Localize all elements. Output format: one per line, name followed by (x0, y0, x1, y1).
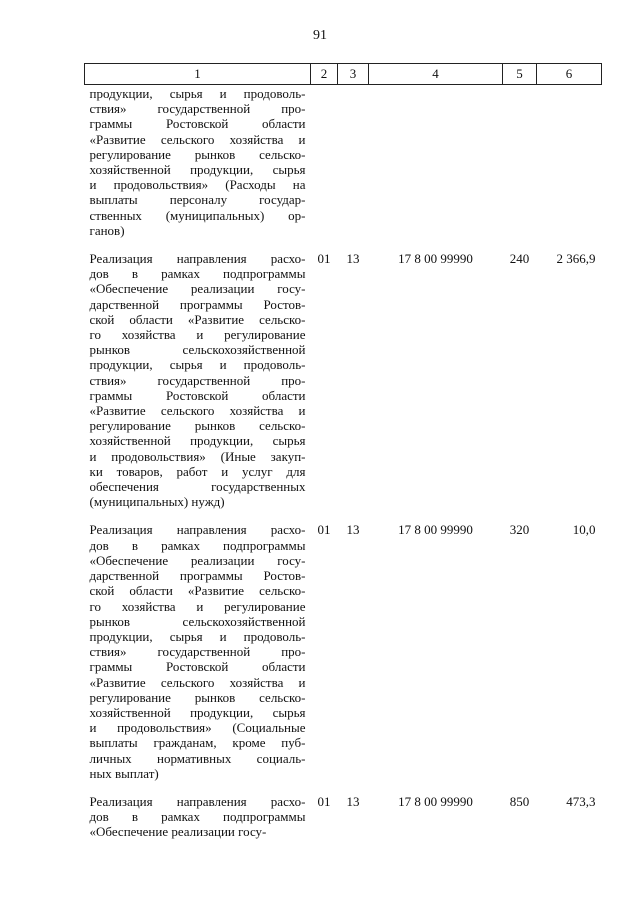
description-line: ской области «Развитие сельско- (89, 583, 306, 599)
description-line: дарственной программы Ростов- (89, 296, 306, 312)
expense-type-code (503, 85, 537, 246)
description-line: дов в рамках подпрограммы (89, 809, 306, 825)
column-header-type: 5 (503, 64, 537, 85)
expense-description (85, 516, 311, 787)
section-code: 01 (317, 251, 331, 267)
subsection-code (338, 85, 369, 246)
expense-description (85, 245, 311, 516)
column-header-section: 2 (311, 64, 338, 85)
description-line: «Развитие сельского хозяйства и (89, 131, 306, 147)
description-line: ствия» государственной про- (89, 372, 306, 388)
expense-type-code: 850 (509, 793, 530, 809)
expense-description (85, 85, 311, 246)
description-line: и продовольствия» (Иные закуп- (89, 448, 306, 464)
expense-type-code: 240 (509, 251, 530, 267)
description-line: Реализация направления расхо- (89, 251, 306, 267)
description-line: рынков сельскохозяйственной (89, 613, 306, 629)
description-line: регулирование рынков сельско- (89, 418, 306, 434)
description-line: регулирование рынков сельско- (89, 689, 306, 705)
column-header-target: 4 (369, 64, 503, 85)
description-line: хозяйственной продукции, сырья (89, 704, 306, 720)
amount-value: 473,3 (566, 793, 596, 809)
description-line: хозяйственной продукции, сырья (89, 433, 306, 449)
description-line: го хозяйства и регулирование (89, 598, 306, 614)
target-article-code: 17 8 00 99990 (398, 522, 473, 538)
subsection-code: 13 (346, 793, 360, 809)
description-line: граммы Ростовской области (89, 387, 306, 403)
description-line: дов в рамках подпрограммы (89, 537, 306, 553)
table-row (85, 516, 602, 787)
column-header-description: 1 (85, 64, 311, 85)
expense-description (85, 788, 311, 847)
section-code: 01 (317, 793, 331, 809)
description-line: дов в рамках подпрограммы (89, 266, 306, 282)
description-line: «Развитие сельского хозяйства и (89, 403, 306, 419)
section-code: 01 (317, 522, 331, 538)
description-line: «Обеспечение реализации госу- (89, 824, 267, 840)
amount-value: 2 366,9 (556, 251, 596, 267)
table-row (85, 788, 602, 847)
description-line: ганов) (89, 222, 125, 238)
table-header-row (85, 64, 602, 85)
target-article-code: 17 8 00 99990 (398, 251, 473, 267)
description-line: ки товаров, работ и услуг для (89, 463, 306, 479)
description-line: «Развитие сельского хозяйства и (89, 674, 306, 690)
table-row (85, 85, 602, 246)
description-line: рынков сельскохозяйственной (89, 342, 306, 358)
page-number: 91 (313, 28, 327, 43)
description-line: «Обеспечение реализации госу- (89, 281, 306, 297)
description-line: ской области «Развитие сельско- (89, 311, 306, 327)
column-header-amount: 6 (537, 64, 602, 85)
description-line: дарственной программы Ростов- (89, 568, 306, 584)
description-line: и продовольствия» (Социальные (89, 720, 306, 736)
description-line: граммы Ростовской области (89, 116, 306, 132)
subsection-code: 13 (346, 251, 360, 267)
description-line: го хозяйства и регулирование (89, 327, 306, 343)
target-article-code (369, 85, 503, 246)
table-row (85, 245, 602, 516)
description-line: и продовольствия» (Расходы на (89, 177, 306, 193)
expense-type-code: 320 (509, 522, 530, 538)
subsection-code: 13 (346, 522, 360, 538)
description-line: ных выплат) (89, 765, 159, 781)
description-line: продукции, сырья и продоволь- (89, 628, 306, 644)
description-line: ственных (муниципальных) ор- (89, 207, 306, 223)
description-line: выплаты гражданам, кроме пуб- (89, 735, 306, 751)
target-article-code: 17 8 00 99990 (398, 793, 473, 809)
description-line: Реализация направления расхо- (89, 522, 306, 538)
description-line: личных нормативных социаль- (89, 750, 306, 766)
description-line: продукции, сырья и продоволь- (89, 86, 306, 101)
description-line: Реализация направления расхо- (89, 793, 306, 809)
description-line: (муниципальных) нужд) (89, 494, 225, 510)
description-line: регулирование рынков сельско- (89, 146, 306, 162)
description-line: «Обеспечение реализации госу- (89, 552, 306, 568)
table-body (85, 85, 602, 847)
description-line: выплаты персоналу государ- (89, 192, 306, 208)
description-line: хозяйственной продукции, сырья (89, 162, 306, 178)
budget-table (84, 63, 602, 847)
description-line: обеспечения государственных (89, 479, 306, 495)
description-line: ствия» государственной про- (89, 101, 306, 117)
amount-value: 10,0 (572, 522, 596, 538)
column-header-subsection: 3 (338, 64, 369, 85)
section-code (311, 85, 338, 246)
description-line: граммы Ростовской области (89, 659, 306, 675)
amount-value (537, 85, 602, 246)
description-line: ствия» государственной про- (89, 644, 306, 660)
description-line: продукции, сырья и продоволь- (89, 357, 306, 373)
